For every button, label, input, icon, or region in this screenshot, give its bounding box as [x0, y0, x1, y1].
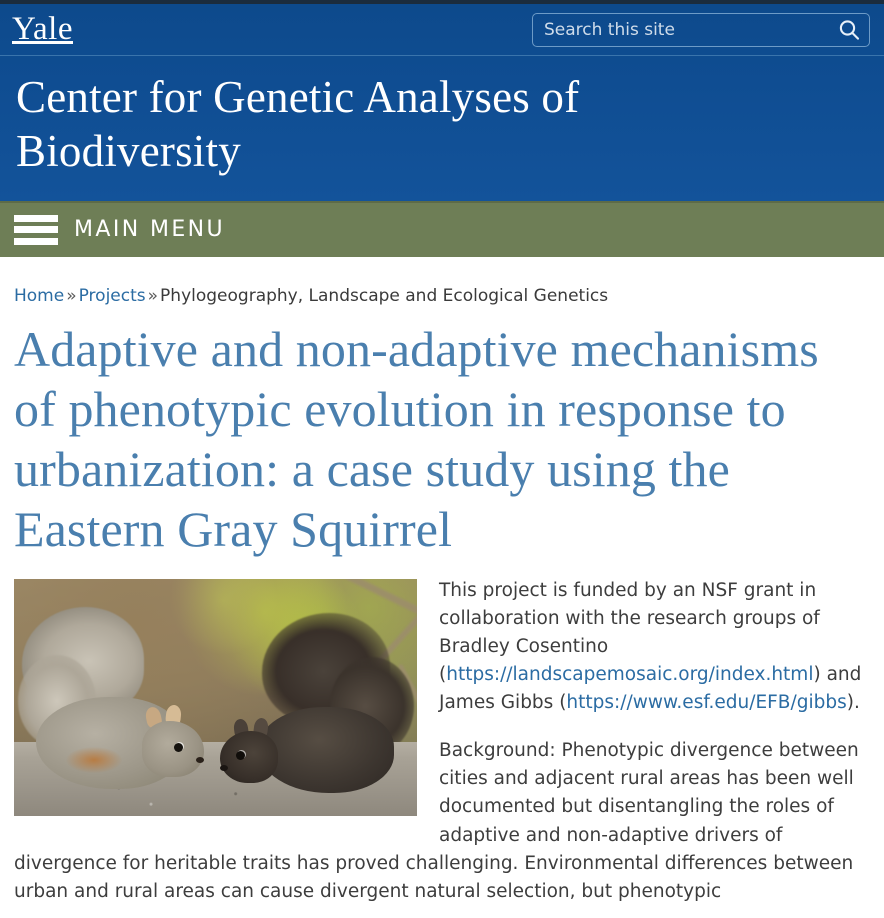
hamburger-bar-3 — [14, 238, 58, 245]
black-squirrel-head — [220, 731, 278, 783]
breadcrumb-separator-1: » — [66, 285, 77, 306]
main-menu-label: MAIN MENU — [74, 217, 226, 243]
paragraph-background: Background: Phenotypic divergence between cities and adjacent rural areas has been well documented but disentangling the roles of adaptive and non-adaptive drivers of divergence for heritable traits has proved challenging. Environmental differences between urban and rural areas can cause divergent natural selection, but phenotypic — [14, 740, 859, 902]
site-title-area — [0, 56, 884, 201]
breadcrumb-separator-2: » — [147, 285, 159, 306]
breadcrumb-item-current: Phylogeography, Landscape and Ecological Genetics — [160, 285, 609, 306]
site-search — [532, 13, 870, 47]
breadcrumb — [14, 257, 870, 309]
gray-squirrel-nose — [196, 757, 204, 763]
black-squirrel-eye — [236, 751, 245, 760]
main-menu-bar[interactable] — [0, 201, 884, 257]
hamburger-icon[interactable] — [14, 215, 58, 245]
article-body — [14, 577, 870, 906]
search-icon — [837, 18, 861, 42]
hamburger-bar-1 — [14, 215, 58, 222]
page-title: Adaptive and non-adaptive mechanisms of phenotypic evolution in response to urbanization: a case study using the Eastern Gray Squirrel — [14, 320, 819, 557]
gray-squirrel-rust-patch — [66, 747, 122, 773]
black-squirrel-nose — [220, 765, 228, 771]
squirrel-photo — [14, 579, 417, 816]
hamburger-bar-2 — [14, 226, 58, 233]
yale-wordmark-link[interactable]: Yale — [12, 11, 73, 47]
site-header — [0, 4, 884, 201]
funding-text-part-1: This project is funded by an NSF grant in collaboration with the research groups of Bradley Cosentino ( — [439, 579, 820, 685]
header-utility-row — [0, 4, 884, 56]
search-submit-button[interactable] — [834, 15, 864, 45]
funding-text-part-2: ) and James Gibbs ( — [439, 664, 862, 714]
breadcrumb-item-projects[interactable]: Projects — [78, 285, 146, 306]
breadcrumb-item-home[interactable]: Home — [14, 285, 65, 306]
main-content — [0, 257, 884, 906]
site-title: Center for Genetic Analyses of Biodiversity — [16, 72, 580, 177]
link-landscapemosaic[interactable]: https://landscapemosaic.org/index.html — [446, 664, 814, 685]
link-esf-gibbs[interactable]: https://www.esf.edu/EFB/gibbs — [566, 692, 847, 714]
search-input[interactable] — [532, 13, 870, 47]
black-squirrel-body — [258, 707, 394, 793]
funding-text-part-3: ). — [846, 692, 860, 714]
gray-squirrel-eye — [174, 743, 183, 752]
